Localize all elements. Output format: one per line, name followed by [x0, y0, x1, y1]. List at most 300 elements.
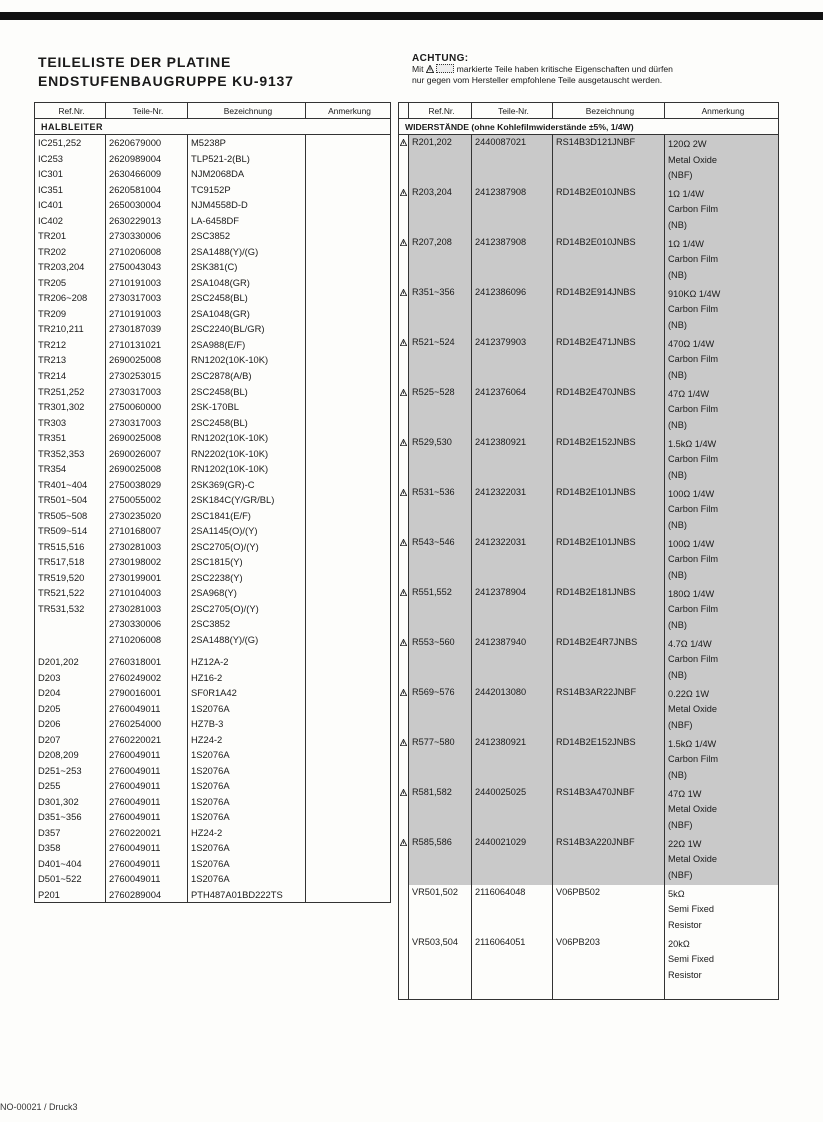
table-row [35, 476, 391, 492]
cell-remark [306, 747, 391, 763]
remark-line: Carbon Film [668, 404, 719, 414]
cell-ref: R585,586 [409, 835, 472, 885]
cell-part-number: 2116064048 [472, 885, 553, 935]
table-row [35, 632, 391, 648]
cell-part-number: 2750043043 [106, 259, 188, 275]
cell-part-number: 2760049011 [106, 701, 188, 717]
cell-remark [306, 430, 391, 446]
cell-part-number: 2750055002 [106, 492, 188, 508]
cell-ref: TR203,204 [35, 259, 106, 275]
cell-part-number: 2690025008 [106, 352, 188, 368]
spacer-cell [665, 983, 779, 999]
cell-remark [306, 569, 391, 585]
cell-description: SF0R1A42 [188, 685, 306, 701]
cell-description: RD14B2E471JNBS [553, 335, 665, 385]
remark-line: 910KΩ 1/4W [668, 288, 721, 299]
warning-triangle-icon [400, 139, 407, 146]
remark-line: 47Ω 1W [668, 788, 702, 799]
cell-part-number: 2730330006 [106, 616, 188, 632]
table-row [399, 885, 779, 935]
cell-remark [665, 335, 779, 385]
cell-part-number: 2730235020 [106, 507, 188, 523]
cell-ref: TR212 [35, 337, 106, 353]
table-row [35, 492, 391, 508]
cell-remark [665, 385, 779, 435]
cell-part-number: 2760254000 [106, 716, 188, 732]
cell-ref: TR354 [35, 461, 106, 477]
cell-remark [306, 476, 391, 492]
cell-description: 1S2076A [188, 809, 306, 825]
spacer-cell [188, 647, 306, 654]
cell-ref: R203,204 [409, 185, 472, 235]
remark-line: (NBF) [668, 170, 693, 180]
remark-line: Metal Oxide [668, 154, 718, 165]
remark-line: Semi Fixed [668, 954, 714, 964]
footer-doc-id: NO-00021 / Druck3 [0, 1102, 78, 1112]
cell-ref: TR301,302 [35, 399, 106, 415]
cell-part-number: 2620581004 [106, 182, 188, 198]
remark-line: Semi Fixed [668, 904, 714, 914]
left-table-header-row [35, 103, 391, 119]
remark-line: 120Ω 2W [668, 139, 707, 149]
cell-description: 2SA1048(GR) [188, 306, 306, 322]
cell-description: V06PB502 [553, 885, 665, 935]
spacer-cell [35, 647, 106, 654]
table-row [35, 654, 391, 670]
col-header-ref: Ref.Nr. [409, 103, 472, 119]
cell-ref: R553~560 [409, 635, 472, 685]
cell-remark [306, 290, 391, 306]
cell-ref: R201,202 [409, 135, 472, 185]
cell-ref: VR503,504 [409, 935, 472, 984]
remark-line: Carbon Film [668, 454, 719, 464]
cell-ref: TR352,353 [35, 445, 106, 461]
cell-part-number: 2730199001 [106, 569, 188, 585]
cell-description: RS14B3A220JNBF [553, 835, 665, 885]
table-row [35, 166, 391, 182]
cell-remark [665, 285, 779, 335]
cell-remark [306, 166, 391, 182]
table-row [35, 430, 391, 446]
cell-description: 2SA988(E/F) [188, 337, 306, 353]
table-row [35, 275, 391, 291]
cell-ref: TR214 [35, 368, 106, 384]
table-row [35, 383, 391, 399]
cell-remark [306, 461, 391, 477]
cell-description: 2SC1841(E/F) [188, 507, 306, 523]
table-row [399, 735, 779, 785]
remark-line: Resistor [668, 969, 702, 980]
table-row [399, 385, 779, 435]
table-row [35, 197, 391, 213]
cell-part-number: 2440025025 [472, 785, 553, 835]
cell-description: 2SC2458(BL) [188, 414, 306, 430]
cell-description: 2SA1488(Y)/(G) [188, 244, 306, 260]
cell-ref: D206 [35, 716, 106, 732]
cell-part-number: 2630229013 [106, 213, 188, 229]
table-row [399, 785, 779, 835]
cell-description: RN1202(10K-10K) [188, 461, 306, 477]
table-row [35, 538, 391, 554]
semiconductor-rows [35, 135, 391, 903]
cell-part-number: 2690025008 [106, 461, 188, 477]
cell-remark [306, 135, 391, 151]
table-row [35, 228, 391, 244]
cell-ref: D251~253 [35, 763, 106, 779]
cell-remark [306, 213, 391, 229]
cell-remark [665, 785, 779, 835]
cell-remark [665, 835, 779, 885]
cell-description: 1S2076A [188, 763, 306, 779]
cell-remark [665, 435, 779, 485]
cell-ref: TR509~514 [35, 523, 106, 539]
cell-remark [306, 825, 391, 841]
cell-remark [306, 244, 391, 260]
cell-remark [306, 701, 391, 717]
warning-triangle-icon [400, 439, 407, 446]
remark-line: 1Ω 1/4W [668, 188, 704, 199]
cell-remark [306, 399, 391, 415]
cell-description: 2SC3852 [188, 616, 306, 632]
cell-part-number: 2730317003 [106, 383, 188, 399]
warning-note [412, 53, 782, 86]
warning-triangle-icon [400, 589, 407, 596]
cell-part-number: 2412387940 [472, 635, 553, 685]
remark-line: Metal Oxide [668, 854, 718, 864]
cell-remark [306, 445, 391, 461]
cell-description: 2SA1488(Y)/(G) [188, 632, 306, 648]
cell-ref: TR521,522 [35, 585, 106, 601]
warn-column-header [399, 103, 409, 119]
cell-ref: R525~528 [409, 385, 472, 435]
cell-remark [306, 871, 391, 887]
cell-description: RN2202(10K-10K) [188, 445, 306, 461]
cell-ref [35, 632, 106, 648]
cell-ref: R543~546 [409, 535, 472, 585]
cell-remark [306, 840, 391, 856]
cell-remark [306, 368, 391, 384]
cell-description: HZ16-2 [188, 670, 306, 686]
cell-ref: IC253 [35, 151, 106, 167]
col-header-remark: Anmerkung [665, 103, 779, 119]
cell-ref: D203 [35, 670, 106, 686]
cell-warning [399, 785, 409, 835]
cell-description: RD14B2E152JNBS [553, 735, 665, 785]
cell-warning [399, 235, 409, 285]
cell-remark [306, 182, 391, 198]
cell-description: RS14B3AR22JNBF [553, 685, 665, 735]
table-row [35, 616, 391, 632]
table-row [35, 135, 391, 151]
cell-remark [306, 507, 391, 523]
cell-remark [306, 632, 391, 648]
table-row [35, 732, 391, 748]
remark-line: (NB) [668, 369, 687, 380]
table-row [35, 461, 391, 477]
cell-warning [399, 585, 409, 635]
remark-line: (NBF) [668, 719, 693, 730]
cell-remark [306, 600, 391, 616]
cell-part-number: 2690026007 [106, 445, 188, 461]
cell-part-number: 2630466009 [106, 166, 188, 182]
cell-description: HZ24-2 [188, 732, 306, 748]
remark-line: (NB) [668, 669, 687, 680]
cell-part-number: 2440021029 [472, 835, 553, 885]
table-row [399, 835, 779, 885]
table-row [35, 670, 391, 686]
row-spacer [399, 983, 779, 999]
table-row [35, 778, 391, 794]
cell-part-number: 2750038029 [106, 476, 188, 492]
cell-description: 1S2076A [188, 794, 306, 810]
cell-part-number: 2760049011 [106, 856, 188, 872]
table-row [35, 151, 391, 167]
section-title-resistors: WIDERSTÄNDE (ohne Kohlefilmwiderstände ±5%, 1/4W) [399, 119, 779, 135]
table-row [35, 554, 391, 570]
cell-description: 2SA1048(GR) [188, 275, 306, 291]
cell-part-number: 2412378904 [472, 585, 553, 635]
table-row [35, 871, 391, 887]
cell-description: V06PB203 [553, 935, 665, 984]
cell-description: 2SC2240(BL/GR) [188, 321, 306, 337]
table-row [35, 244, 391, 260]
warning-triangle-icon [400, 789, 407, 796]
cell-description: 2SC2705(O)/(Y) [188, 600, 306, 616]
table-row [35, 399, 391, 415]
remark-line: 47Ω 1/4W [668, 388, 710, 399]
cell-description: RD14B2E101JNBS [553, 485, 665, 535]
warning-triangle-icon [400, 839, 407, 846]
cell-warning [399, 385, 409, 435]
table-row [35, 840, 391, 856]
cell-remark [665, 185, 779, 235]
warning-title: ACHTUNG: [412, 53, 469, 64]
remark-line: 470Ω 1/4W [668, 338, 715, 349]
remark-line: (NB) [668, 769, 687, 780]
cell-part-number: 2730330006 [106, 228, 188, 244]
cell-description: HZ7B-3 [188, 716, 306, 732]
cell-ref: VR501,502 [409, 885, 472, 935]
cell-warning [399, 335, 409, 385]
table-row [35, 585, 391, 601]
cell-ref: R581,582 [409, 785, 472, 835]
cell-part-number: 2442013080 [472, 685, 553, 735]
remark-line: Carbon Film [668, 504, 719, 514]
cell-part-number: 2730317003 [106, 290, 188, 306]
cell-remark [665, 685, 779, 735]
cell-description: RD14B2E470JNBS [553, 385, 665, 435]
cell-remark [306, 778, 391, 794]
cell-ref: TR201 [35, 228, 106, 244]
table-row [35, 716, 391, 732]
cell-part-number: 2116064051 [472, 935, 553, 984]
cell-part-number: 2730253015 [106, 368, 188, 384]
table-row [399, 635, 779, 685]
table-row [399, 235, 779, 285]
cell-remark [665, 585, 779, 635]
cell-part-number: 2710206008 [106, 632, 188, 648]
cell-remark [665, 135, 779, 185]
cell-part-number: 2760289004 [106, 887, 188, 903]
cell-warning [399, 485, 409, 535]
remark-line: (NBF) [668, 869, 693, 880]
cell-ref: TR213 [35, 352, 106, 368]
table-row [35, 701, 391, 717]
cell-ref: R577~580 [409, 735, 472, 785]
cell-remark [306, 856, 391, 872]
remark-line: (NB) [668, 269, 687, 280]
cell-part-number: 2710168007 [106, 523, 188, 539]
table-row [35, 523, 391, 539]
cell-description: RD14B2E010JNBS [553, 235, 665, 285]
table-row [35, 290, 391, 306]
cell-part-number: 2440087021 [472, 135, 553, 185]
cell-ref: TR401~404 [35, 476, 106, 492]
cell-remark [306, 887, 391, 903]
warning-triangle-icon [400, 489, 407, 496]
cell-description: 2SK381(C) [188, 259, 306, 275]
cell-part-number: 2760249002 [106, 670, 188, 686]
warning-triangle-icon [400, 639, 407, 646]
cell-ref: TR501~504 [35, 492, 106, 508]
cell-remark [665, 735, 779, 785]
cell-remark [665, 935, 779, 984]
cell-part-number: 2760049011 [106, 871, 188, 887]
resistor-rows [399, 135, 779, 1000]
cell-part-number: 2760049011 [106, 763, 188, 779]
cell-ref: R531~536 [409, 485, 472, 535]
cell-description: RN1202(10K-10K) [188, 352, 306, 368]
remark-line: (NB) [668, 569, 687, 580]
warning-triangle-icon [400, 539, 407, 546]
cell-warning [399, 885, 409, 935]
remark-line: Metal Oxide [668, 804, 718, 814]
table-row [35, 569, 391, 585]
cell-ref: D301,302 [35, 794, 106, 810]
table-row [35, 825, 391, 841]
warning-line-1-start: Mit [412, 64, 424, 74]
cell-warning [399, 185, 409, 235]
cell-remark [665, 885, 779, 935]
table-row [35, 507, 391, 523]
cell-part-number: 2412376064 [472, 385, 553, 435]
table-row [35, 809, 391, 825]
cell-ref [35, 616, 106, 632]
remark-line: Metal Oxide [668, 704, 718, 714]
cell-ref: R207,208 [409, 235, 472, 285]
cell-remark [306, 197, 391, 213]
remark-line: (NB) [668, 319, 687, 330]
spacer-cell [306, 647, 391, 654]
table-row [35, 368, 391, 384]
remark-line: 5kΩ [668, 888, 685, 899]
cell-description: M5238P [188, 135, 306, 151]
cell-remark [306, 763, 391, 779]
cell-description: LA-6458DF [188, 213, 306, 229]
cell-part-number: 2412387908 [472, 235, 553, 285]
spacer-cell [399, 983, 409, 999]
cell-ref: D401~404 [35, 856, 106, 872]
right-table-header-row [399, 103, 779, 119]
warning-line-1-end: markierte Teile haben kritische Eigenschaften und dürfen [456, 64, 673, 74]
cell-ref: D351~356 [35, 809, 106, 825]
cell-part-number: 2790016001 [106, 685, 188, 701]
cell-part-number: 2760049011 [106, 794, 188, 810]
cell-ref: D205 [35, 701, 106, 717]
cell-part-number: 2620679000 [106, 135, 188, 151]
section-title-semiconductors: HALBLEITER [35, 119, 391, 135]
remark-line: Carbon Film [668, 654, 719, 664]
cell-ref: TR205 [35, 275, 106, 291]
cell-part-number: 2412379903 [472, 335, 553, 385]
cell-remark [306, 716, 391, 732]
table-row [399, 485, 779, 535]
table-row [35, 414, 391, 430]
cell-part-number: 2690025008 [106, 430, 188, 446]
cell-part-number: 2750060000 [106, 399, 188, 415]
cell-ref: TR206~208 [35, 290, 106, 306]
remark-line: Resistor [668, 919, 702, 930]
cell-ref: TR303 [35, 414, 106, 430]
cell-part-number: 2412380921 [472, 435, 553, 485]
cell-remark [665, 485, 779, 535]
cell-ref: TR515,516 [35, 538, 106, 554]
cell-description: RD14B2E152JNBS [553, 435, 665, 485]
table-row [35, 747, 391, 763]
cell-part-number: 2730281003 [106, 538, 188, 554]
cell-part-number: 2710206008 [106, 244, 188, 260]
warning-line-1 [412, 64, 782, 75]
col-header-description: Bezeichnung [553, 103, 665, 119]
cell-description: 2SC3852 [188, 228, 306, 244]
table-row [35, 445, 391, 461]
cell-description: RD14B2E101JNBS [553, 535, 665, 585]
cell-description: 2SC2458(BL) [188, 383, 306, 399]
cell-description: RS14B3A470JNBF [553, 785, 665, 835]
cell-ref: TR517,518 [35, 554, 106, 570]
col-header-remark: Anmerkung [306, 103, 391, 119]
table-row [399, 435, 779, 485]
remark-line: Carbon Film [668, 304, 719, 314]
cell-ref: D208,209 [35, 747, 106, 763]
table-row [399, 535, 779, 585]
cell-description: 1S2076A [188, 747, 306, 763]
cell-description: 1S2076A [188, 871, 306, 887]
cell-remark [306, 306, 391, 322]
cell-description: PTH487A01BD222TS [188, 887, 306, 903]
cell-remark [665, 235, 779, 285]
cell-description: 2SC2238(Y) [188, 569, 306, 585]
table-row [35, 259, 391, 275]
cell-remark [306, 616, 391, 632]
page-subtitle: ENDSTUFENBAUGRUPPE KU-9137 [38, 73, 294, 89]
cell-remark [306, 794, 391, 810]
cell-part-number: 2760049011 [106, 747, 188, 763]
cell-part-number: 2760049011 [106, 778, 188, 794]
cell-part-number: 2412386096 [472, 285, 553, 335]
remark-line: 22Ω 1W [668, 838, 702, 849]
table-row [35, 337, 391, 353]
remark-line: 20kΩ [668, 938, 690, 949]
cell-remark [665, 535, 779, 585]
table-row [35, 887, 391, 903]
cell-part-number: 2650030004 [106, 197, 188, 213]
remark-line: 0.22Ω 1W [668, 688, 710, 699]
cell-ref: IC301 [35, 166, 106, 182]
cell-remark [306, 228, 391, 244]
cell-remark [306, 383, 391, 399]
remark-line: 180Ω 1/4W [668, 588, 715, 599]
